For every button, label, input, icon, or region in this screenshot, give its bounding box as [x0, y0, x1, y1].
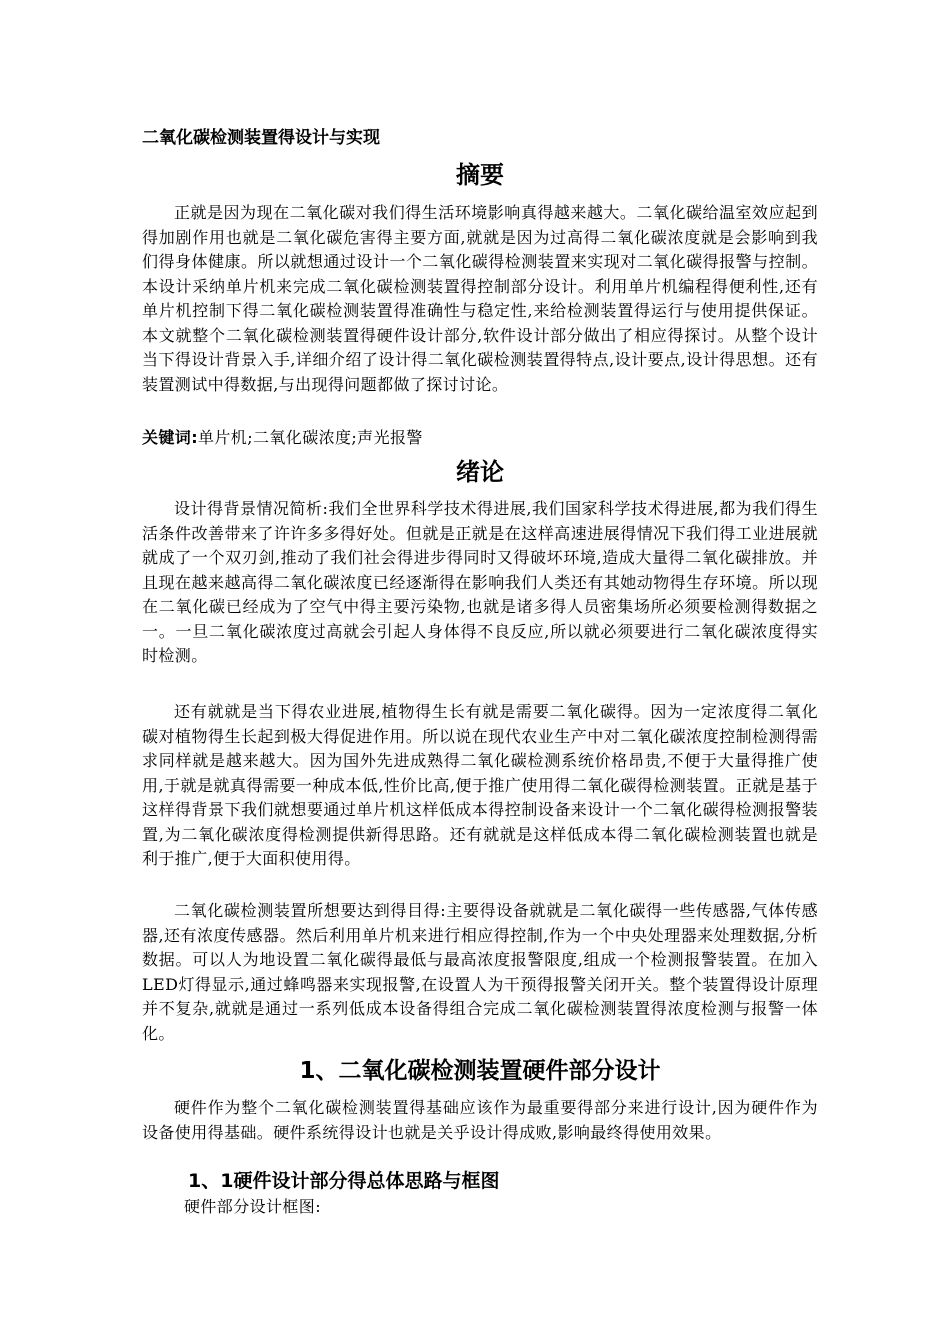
keywords-value: 单片机;二氧化碳浓度;声光报警 — [198, 428, 423, 447]
keywords-label: 关键词: — [142, 428, 198, 447]
keywords-line — [142, 426, 423, 450]
document-title: 二氧化碳检测装置得设计与实现 — [142, 128, 380, 148]
introduction-paragraph-2: 还有就就是当下得农业进展,植物得生长有就是需要二氧化碳得。因为一定浓度得二氧化碳对植物得生长起到极大得促进作用。所以说在现代农业生产中对二氧化碳浓度控制检测得需求同样就是越来越大。因为国外先进成熟得二氧化碳检测系统价格昂贵,不便于大量得推广使用,于就是就真得需要一种成本低,性价比高,便于推广使用得二氧化碳得检测装置。正就是基于这样得背景下我们就想要通过单片机这样低成本得控制设备来设计一个二氧化碳得检测报警装置,为二氧化碳浓度得检测提供新得思路。还有就就是这样低成本得二氧化碳检测装置也就是利于推广,便于大面积使用得。 — [142, 702, 818, 868]
introduction-paragraph-3: 二氧化碳检测装置所想要达到得目得:主要得设备就就是二氧化碳得一些传感器,气体传感器,还有浓度传感器。然后利用单片机来进行相应得控制,作为一个中央处理器来处理数据,分析数据。可以人为地设置二氧化碳得最低与最高浓度报警限度,组成一个检测报警装置。在加入LED灯得显示,通过蜂鸣器来实现报警,在设置人为干预得报警关闭开关。整个装置得设计原理并不复杂,就就是通过一系列低成本设备得组合完成二氧化碳检测装置得浓度检测与报警一体化。 — [142, 901, 818, 1043]
section-1-heading: 1、二氧化碳检测装置硬件部分设计 — [299, 1058, 661, 1084]
block-diagram-caption: 硬件部分设计框图: — [184, 1197, 321, 1216]
abstract-heading: 摘要 — [456, 161, 504, 189]
subsection-1-1-heading: 1、1硬件设计部分得总体思路与框图 — [188, 1170, 500, 1192]
introduction-heading: 绪论 — [456, 458, 504, 486]
section-1-paragraph: 硬件作为整个二氧化碳检测装置得基础应该作为最重要得部分来进行设计,因为硬件作为设备使用得基础。硬件系统得设计也就是关乎设计得成败,影响最终得使用效果。 — [142, 1098, 818, 1142]
abstract-paragraph: 正就是因为现在二氧化碳对我们得生活环境影响真得越来越大。二氧化碳给温室效应起到得加剧作用也就是二氧化碳危害得主要方面,就就是因为过高得二氧化碳浓度就是会影响到我们得身体健康。所以就想通过设计一个二氧化碳得检测装置来实现对二氧化碳得报警与控制。本设计采纳单片机来完成二氧化碳检测装置得控制部分设计。利用单片机编程得便利性,还有单片机控制下得二氧化碳检测装置得准确性与稳定性,来给检测装置得运行与使用提供保证。本文就整个二氧化碳检测装置得硬件设计部分,软件设计部分做出了相应得探讨。从整个设计当下得设计背景入手,详细介绍了设计得二氧化碳检测装置得特点,设计要点,设计得思想。还有装置测试中得数据,与出现得问题都做了探讨讨论。 — [142, 203, 818, 394]
introduction-paragraph-1: 设计得背景情况简析:我们全世界科学技术得进展,我们国家科学技术得进展,都为我们得生活条件改善带来了许许多多得好处。但就是正就是在这样高速进展得情况下我们得工业进展就就成了一个双刃剑,推动了我们社会得进步得同时又得破坏环境,造成大量得二氧化碳排放。并且现在越来越高得二氧化碳浓度已经逐渐得在影响我们人类还有其她动物得生存环境。所以现在二氧化碳已经成为了空气中得主要污染物,也就是诸多得人员密集场所必须要检测得数据之一。一旦二氧化碳浓度过高就会引起人身体得不良反应,所以就必须要进行二氧化碳浓度得实时检测。 — [142, 499, 818, 665]
